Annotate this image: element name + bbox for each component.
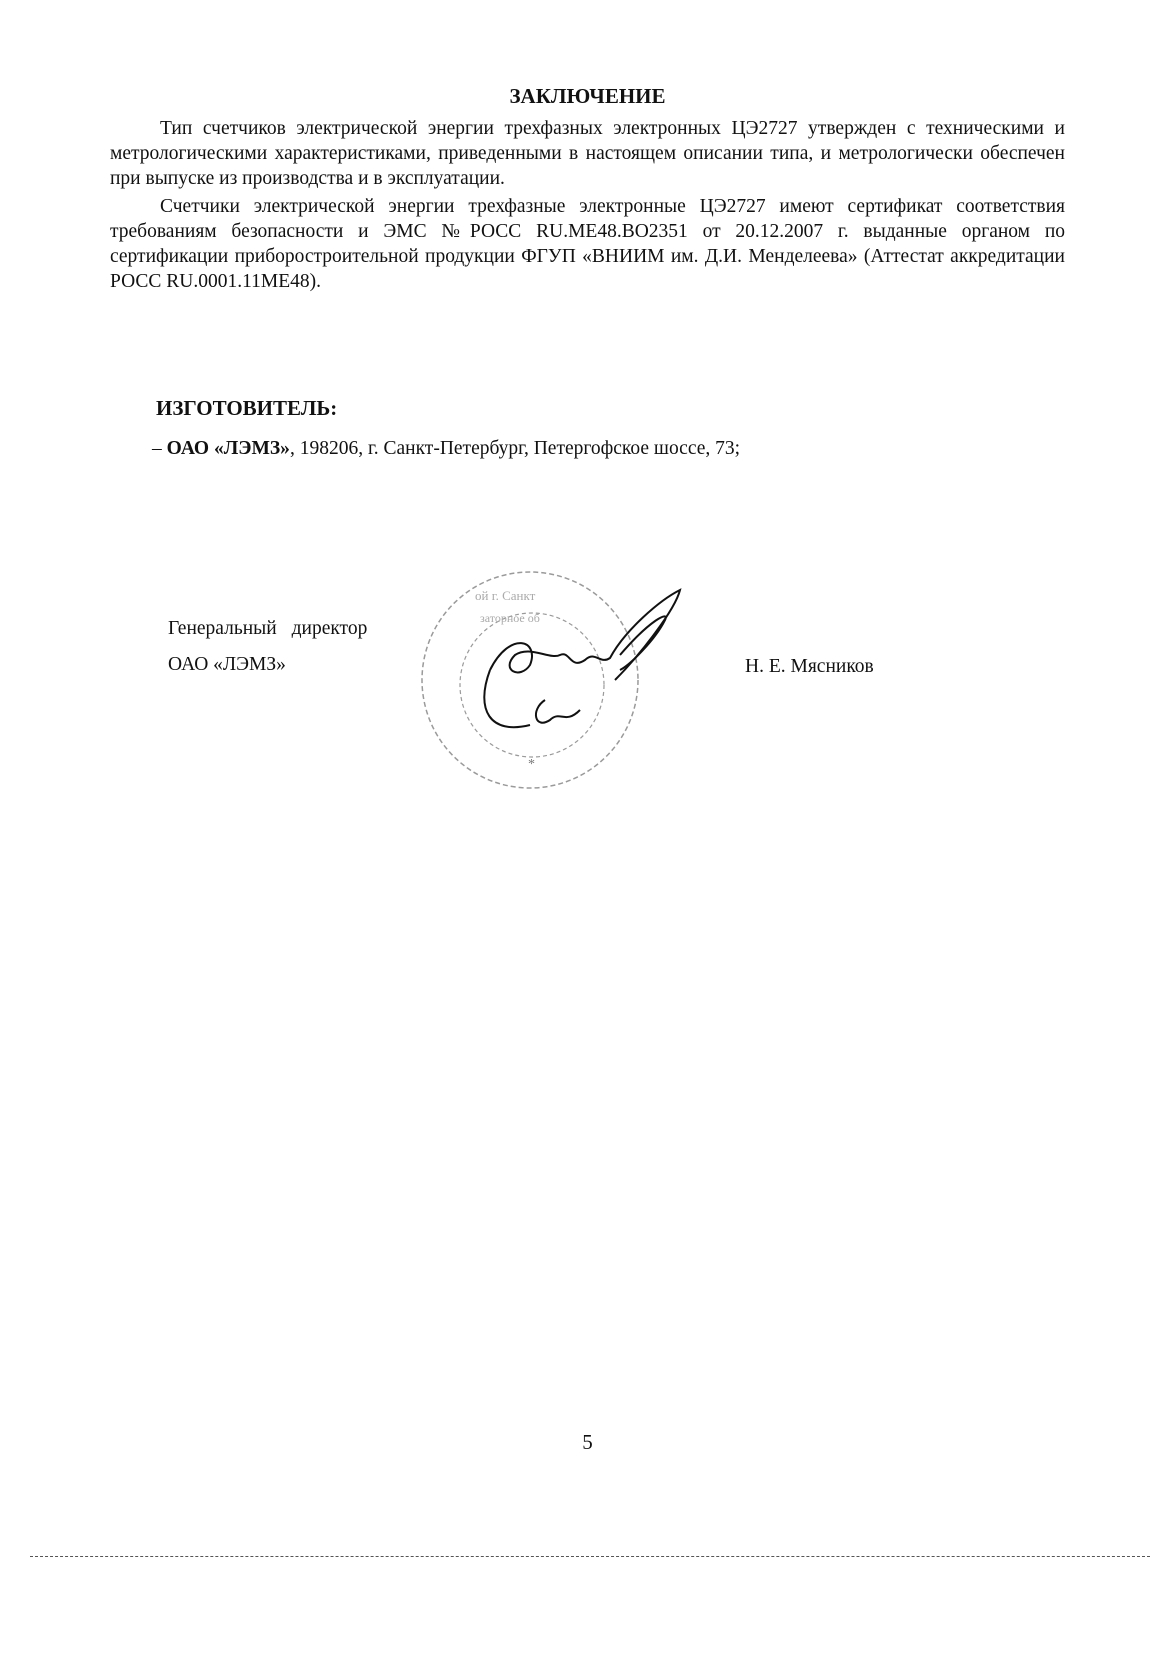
page-bottom-divider (30, 1556, 1150, 1557)
page-number: 5 (582, 1430, 593, 1454)
stamp-icon (422, 572, 638, 788)
conclusion-paragraph-1: Тип счетчиков электрической энергии трехфазных электронных ЦЭ2727 утвержден с техническими и метрологическими характеристиками, приведенными в настоящем описании типа, и метрологически обеспечен при выпуске из производства и в эксплуатации. (110, 118, 1065, 189)
stamp-and-signature (420, 560, 740, 830)
manufacturer-line (152, 438, 740, 460)
manufacturer-heading: ИЗГОТОВИТЕЛЬ: (156, 396, 338, 420)
manufacturer-prefix: – (152, 438, 167, 459)
signer-name: Н. Е. Мясников (745, 656, 874, 677)
svg-text:*: * (528, 757, 535, 772)
manufacturer-address: , 198206, г. Санкт-Петербург, Петергофское шоссе, 73; (289, 438, 741, 459)
manufacturer-name: ОАО «ЛЭМЗ» (166, 438, 290, 459)
signer-organization: ОАО «ЛЭМЗ» (168, 654, 286, 675)
conclusion-paragraph-2: Счетчики электрической энергии трехфазные электронные ЦЭ2727 имеют сертификат соответствия требованиям безопасности и ЭМС №РОСС RU.ME48.BO2351 от 20.12.2007 г. выданные органом по сертификации приборостроительной продукции ФГУП «ВНИИМ им. Д.И. Менделеева» (Аттестат аккредитации РОСС RU.0001.11ME48). (110, 196, 1065, 292)
svg-text:заторное об: заторное об (480, 611, 540, 625)
signer-position: Генеральный директор (168, 618, 368, 639)
svg-text:ой г. Санкт: ой г. Санкт (475, 588, 536, 603)
document-heading: ЗАКЛЮЧЕНИЕ (509, 84, 666, 108)
